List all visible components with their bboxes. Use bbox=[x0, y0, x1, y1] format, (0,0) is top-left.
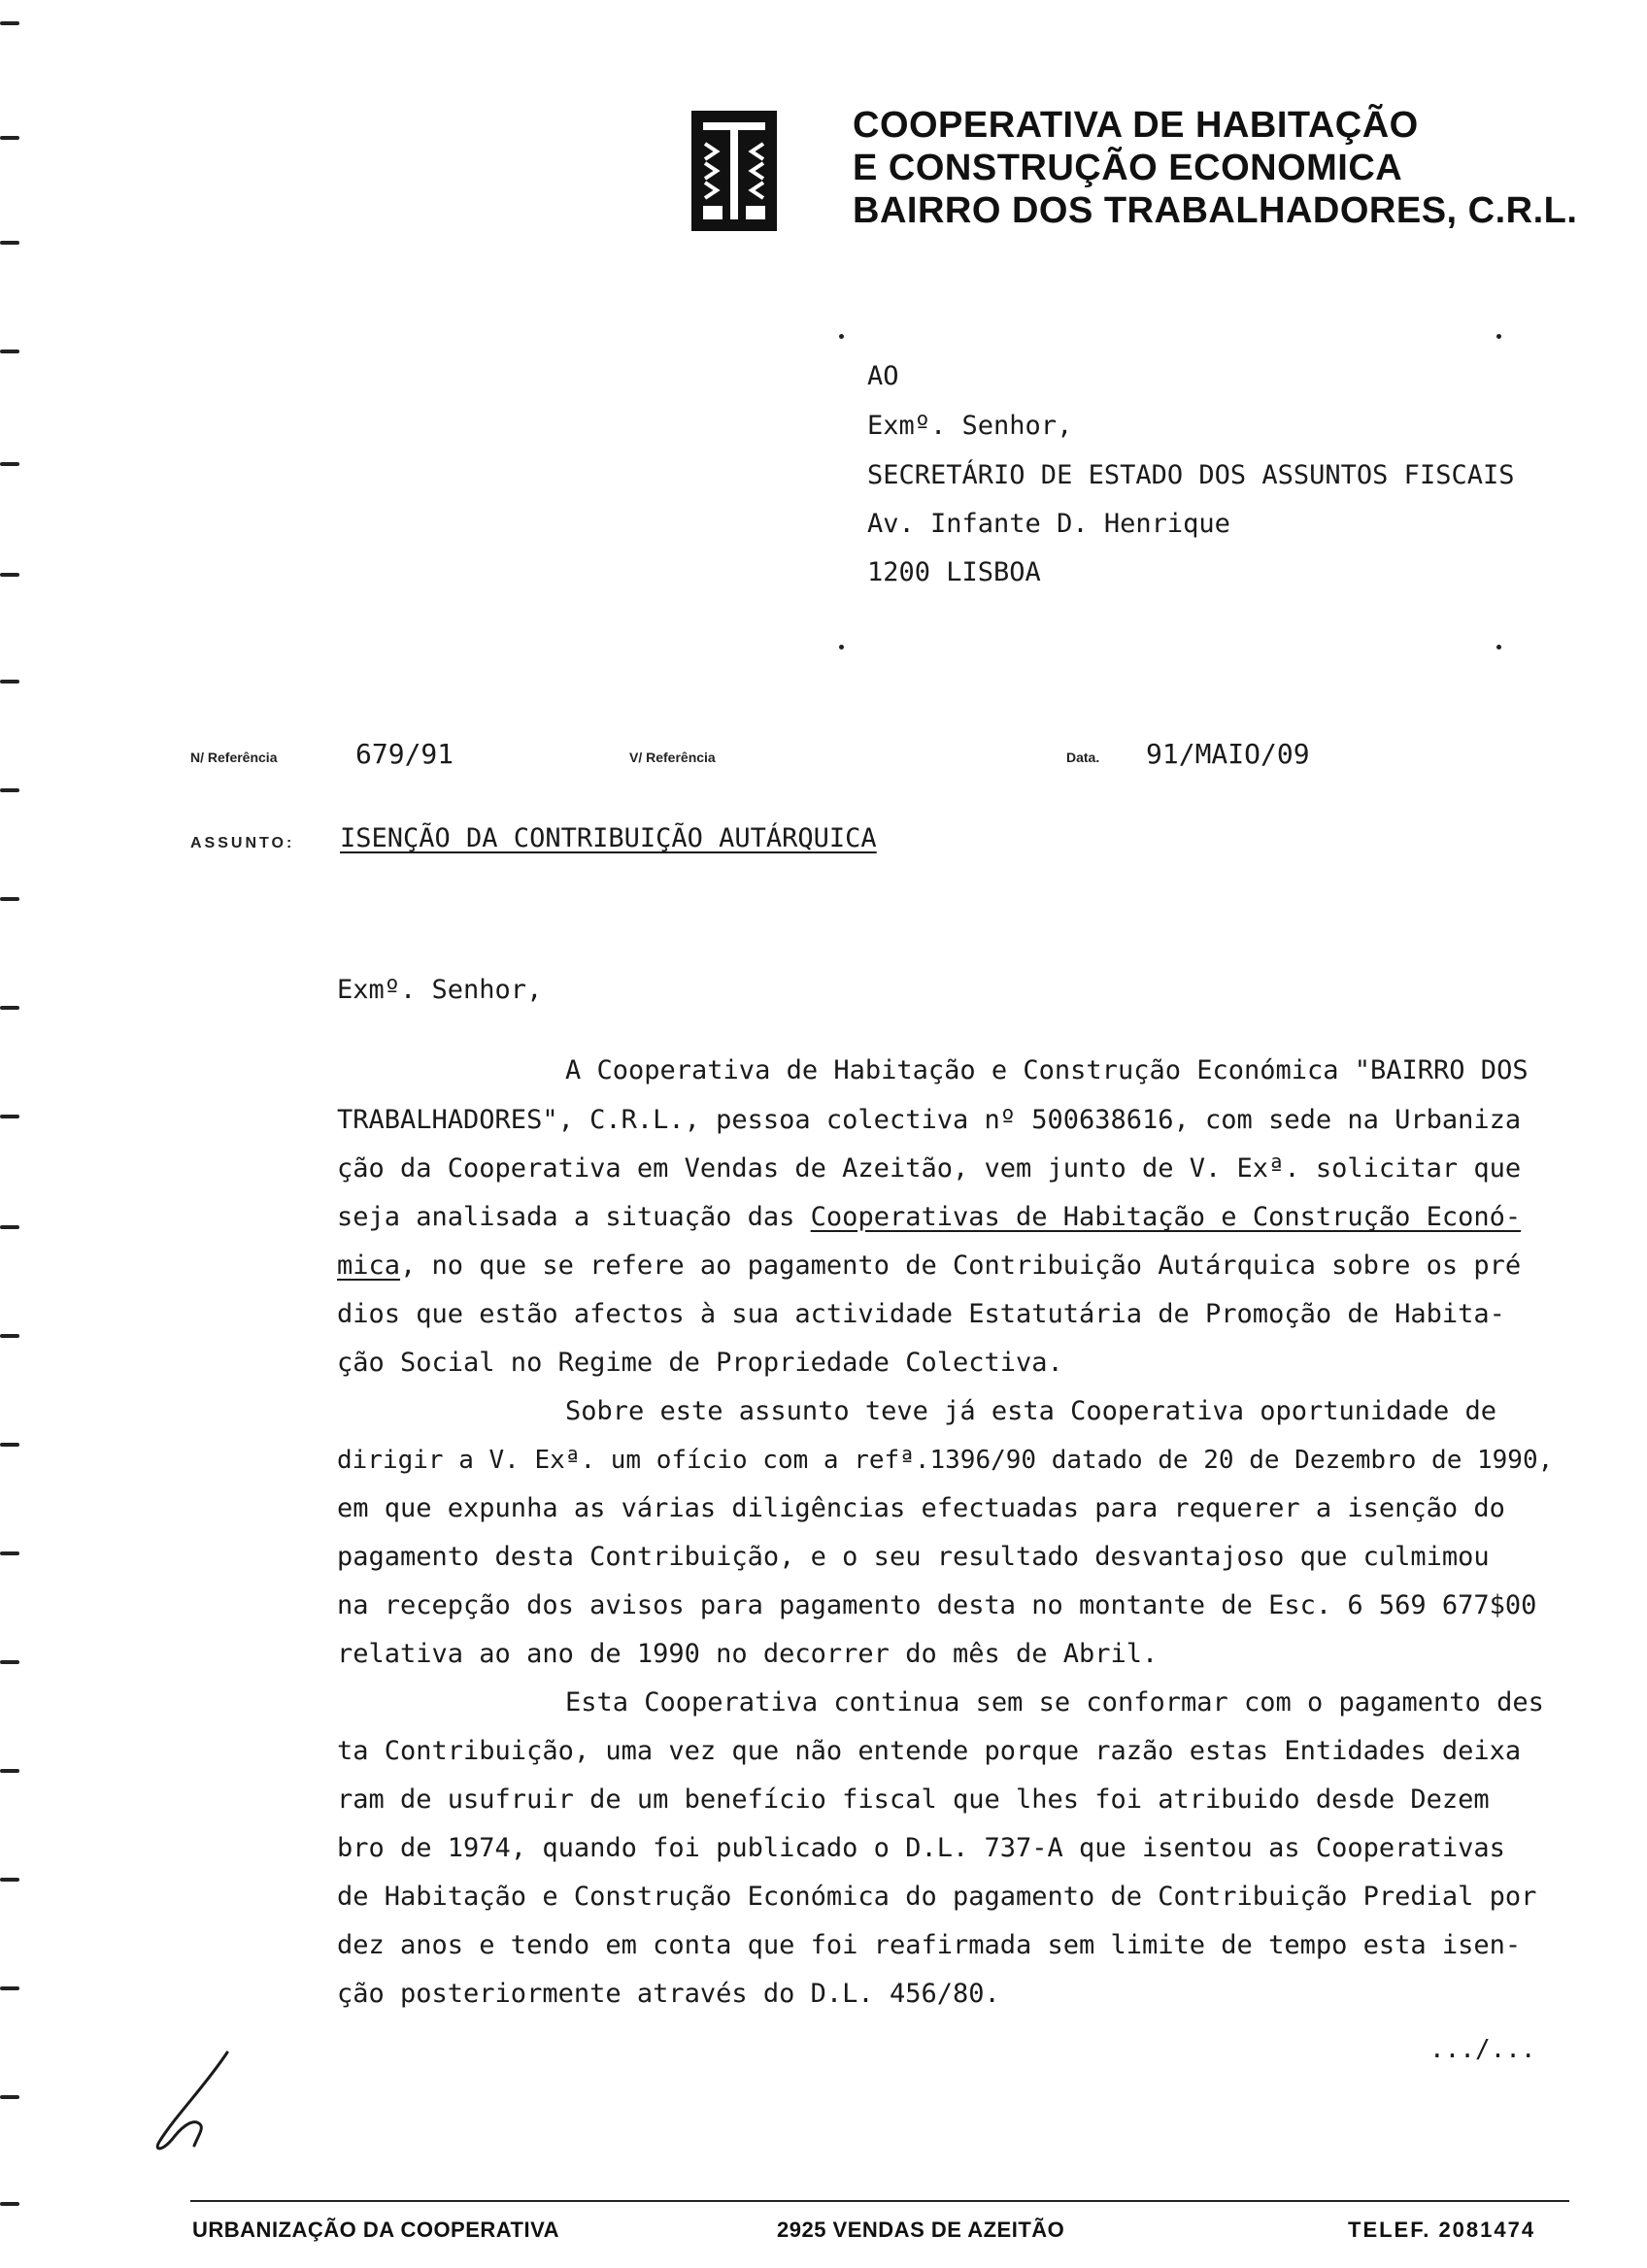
window-mark bbox=[839, 645, 844, 650]
subject-value: ISENÇÃO DA CONTRIBUIÇÃO AUTÁRQUICA bbox=[340, 823, 877, 853]
org-name-line-3: BAIRRO DOS TRABALHADORES, C.R.L. bbox=[853, 190, 1578, 231]
body-text-underlined: Cooperativas de Habitação e Construção Econó- bbox=[810, 1202, 1522, 1232]
org-name-line-2: E CONSTRUÇÃO ECONOMICA bbox=[853, 148, 1403, 188]
body-line: em que expunha as várias diligências efectuadas para requerer a isenção do bbox=[337, 1493, 1505, 1523]
margin-mark bbox=[0, 2202, 19, 2206]
body-line: relativa ao ano de 1990 no decorrer do mês de Abril. bbox=[337, 1639, 1159, 1669]
margin-mark bbox=[0, 1443, 19, 1447]
margin-mark bbox=[0, 1334, 19, 1338]
recipient-line-4: Av. Infante D. Henrique bbox=[867, 509, 1230, 539]
body-line: Sobre este assunto teve já esta Cooperativa oportunidade de bbox=[565, 1396, 1497, 1426]
date-label: Data. bbox=[1066, 750, 1100, 765]
margin-mark bbox=[0, 1551, 19, 1555]
margin-mark bbox=[0, 1986, 19, 1990]
margin-mark bbox=[0, 1660, 19, 1664]
footer-rule bbox=[190, 2200, 1569, 2202]
body-line: dez anos e tendo em conta que foi reafirmada sem limite de tempo esta isen- bbox=[337, 1930, 1522, 1960]
footer-postal: 2925 VENDAS DE AZEITÃO bbox=[777, 2218, 1065, 2242]
recipient-line-3: SECRETÁRIO DE ESTADO DOS ASSUNTOS FISCAIS bbox=[867, 460, 1515, 490]
your-reference-label: V/ Referência bbox=[629, 750, 716, 765]
body-line: ção posteriormente através do D.L. 456/80. bbox=[337, 1979, 1000, 2009]
body-line: dirigir a V. Exª. um ofício com a refª.1396/90 datado de 20 de Dezembro de 1990, bbox=[337, 1446, 1554, 1475]
recipient-line-5: 1200 LISBOA bbox=[867, 557, 1041, 587]
margin-mark bbox=[0, 350, 19, 353]
margin-mark bbox=[0, 2095, 19, 2099]
margin-mark bbox=[0, 1115, 19, 1118]
recipient-line-1: AO bbox=[867, 361, 899, 391]
body-line: bro de 1974, quando foi publicado o D.L. 737-A que isentou as Cooperativas bbox=[337, 1833, 1505, 1863]
body-line bbox=[337, 1200, 1521, 1235]
our-reference-value: 679/91 bbox=[355, 738, 454, 770]
margin-mark bbox=[0, 1225, 19, 1229]
body-line: de Habitação e Construção Económica do pagamento de Contribuição Predial por bbox=[337, 1882, 1537, 1912]
margin-mark bbox=[0, 1769, 19, 1773]
body-line: ram de usufruir de um benefício fiscal que lhes foi atribuido desde Dezem bbox=[337, 1784, 1490, 1815]
body-line: ção Social no Regime de Propriedade Colectiva. bbox=[337, 1348, 1063, 1378]
margin-mark bbox=[0, 788, 19, 792]
body-line: ta Contribuição, uma vez que não entende porque razão estas Entidades deixa bbox=[337, 1736, 1522, 1766]
handwritten-initial bbox=[146, 2049, 233, 2155]
body-line: dios que estão afectos à sua actividade Estatutária de Promoção de Habita- bbox=[337, 1299, 1505, 1329]
body-text: , no que se refere ao pagamento de Contribuição Autárquica sobre os pré bbox=[400, 1251, 1522, 1281]
our-reference-label: N/ Referência bbox=[190, 750, 278, 765]
continuation-mark: .../... bbox=[1429, 2035, 1536, 2064]
margin-mark bbox=[0, 136, 19, 140]
body-line: pagamento desta Contribuição, e o seu resultado desvantajoso que culmimou bbox=[337, 1542, 1490, 1572]
body-line: ção da Cooperativa em Vendas de Azeitão, vem junto de V. Exª. solicitar que bbox=[337, 1153, 1522, 1184]
body-text: seja analisada a situação das bbox=[337, 1202, 811, 1232]
margin-mark bbox=[0, 680, 19, 684]
margin-mark bbox=[0, 1878, 19, 1882]
margin-mark bbox=[0, 897, 19, 901]
salutation: Exmº. Senhor, bbox=[337, 975, 543, 1005]
body-text-underlined: mica bbox=[337, 1251, 401, 1281]
body-line: na recepção dos avisos para pagamento desta no montante de Esc. 6 569 677$00 bbox=[337, 1590, 1537, 1620]
window-mark bbox=[1496, 334, 1501, 339]
org-name-line-1: COOPERATIVA DE HABITAÇÃO bbox=[853, 105, 1419, 146]
window-mark bbox=[839, 334, 844, 339]
margin-mark bbox=[0, 21, 19, 25]
margin-mark bbox=[0, 1006, 19, 1010]
margin-mark bbox=[0, 241, 19, 245]
body-line: A Cooperativa de Habitação e Construção Económica "BAIRRO DOS bbox=[565, 1055, 1529, 1085]
window-mark bbox=[1496, 645, 1501, 650]
body-line bbox=[337, 1249, 1521, 1284]
body-line: Esta Cooperativa continua sem se conformar com o pagamento des bbox=[565, 1687, 1544, 1718]
cooperative-logo-icon bbox=[689, 109, 779, 233]
margin-mark bbox=[0, 573, 19, 577]
date-value: 91/MAIO/09 bbox=[1146, 738, 1310, 770]
subject-label: ASSUNTO: bbox=[190, 835, 295, 851]
footer-address: URBANIZAÇÃO DA COOPERATIVA bbox=[192, 2218, 560, 2242]
recipient-line-2: Exmº. Senhor, bbox=[867, 411, 1073, 441]
footer-phone: TELEF. 2081474 bbox=[1348, 2218, 1536, 2242]
body-line: TRABALHADORES", C.R.L., pessoa colectiva nº 500638616, com sede na Urbaniza bbox=[337, 1105, 1522, 1135]
margin-mark bbox=[0, 462, 19, 466]
